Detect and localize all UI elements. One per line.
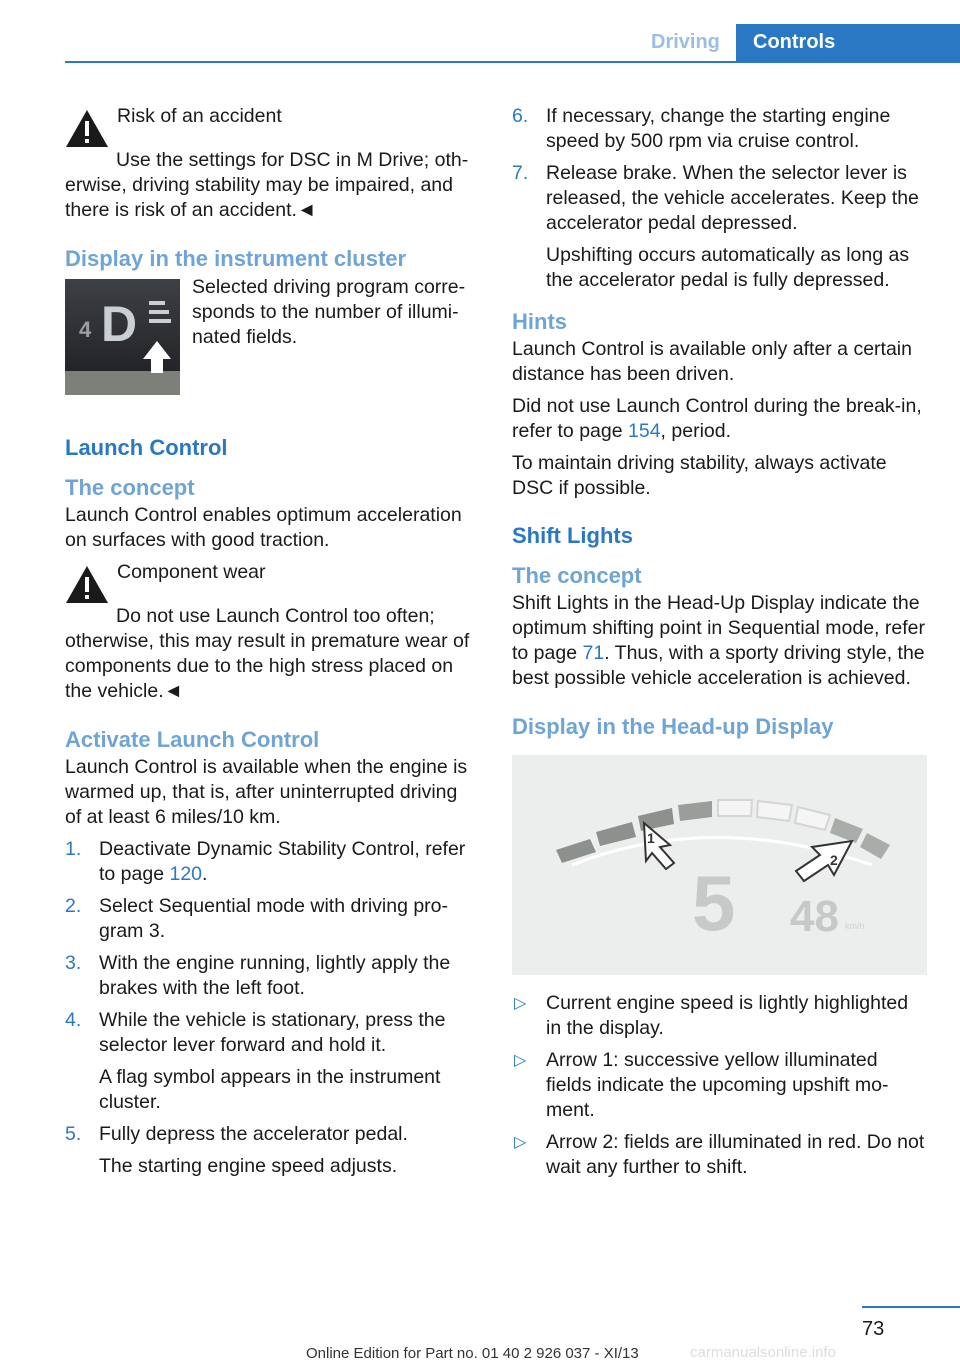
cluster-digit: 4 — [79, 317, 92, 342]
step-text: While the vehicle is stationary, press the selector lever forward and hold it. — [99, 1009, 446, 1056]
heading-display-cluster: Display in the instrument cluster — [65, 246, 407, 271]
hints-text-2: Did not use Launch Control during the break-in, refer to page 154, period. — [512, 395, 922, 442]
heading-shift-lights: Shift Lights — [512, 523, 633, 548]
right-column — [512, 104, 927, 1187]
hints-text-1: Launch Control is available only after a certain distance has been driven. — [512, 338, 912, 385]
step-number: 5. — [65, 1123, 82, 1145]
header-rule — [65, 61, 960, 63]
activate-intro: Launch Control is available when the engine is warmed up, that is, after uninterrupted driving of at least 6 miles/10 km. — [65, 756, 468, 828]
list-item — [65, 951, 479, 1001]
step-text: Release brake. When the selector lever is released, the vehicle accelerates. Keep the accelerator pedal depressed. — [546, 162, 919, 234]
step-number: 4. — [65, 1009, 82, 1031]
footer-watermark: carmanualsonline.info — [690, 1344, 836, 1361]
hud-bullet-list — [512, 991, 927, 1180]
page-link-154[interactable]: 154 — [628, 420, 661, 442]
heading-hud-display: Display in the Head-up Display — [512, 714, 834, 739]
step-number: 6. — [512, 105, 529, 127]
bullet-triangle-icon: ▷ — [514, 1134, 527, 1151]
instrument-cluster-image — [65, 279, 180, 395]
list-item: ▷ Arrow 2: fields are illuminated in red. Do not wait any further to shift. — [514, 1131, 925, 1178]
step-note: The starting engine speed adjusts. — [99, 1155, 398, 1177]
step-number: 2. — [65, 895, 82, 917]
warning-title: Risk of an accident — [117, 105, 282, 127]
list-item: ▷ Arrow 1: successive yellow illuminated fields indicate the upcoming upshift mo-ment. — [514, 1049, 889, 1121]
warning-component-wear — [65, 560, 479, 704]
heading-activate: Activate Launch Control — [65, 727, 320, 752]
step-note: Upshifting occurs automatically as long as the accelerator pedal is fully depressed. — [546, 244, 910, 291]
warning-text: otherwise, this may result in premature wear of components due to the high stress placed on the vehicle.◄ — [65, 630, 470, 702]
step-number: 1. — [65, 838, 82, 860]
launch-steps-continued — [512, 104, 927, 293]
warning-triangle-icon — [65, 564, 109, 604]
page-number: 73 — [862, 1318, 885, 1340]
hud-speed-unit: km/h — [845, 921, 865, 931]
warning-lead: Use the settings for DSC in M Drive; oth- — [116, 149, 469, 171]
warning-accident — [65, 104, 479, 223]
step-text: Select Sequential mode with driving pro-gram 3. — [99, 895, 449, 942]
footer-rule — [862, 1306, 960, 1308]
heading-launch-control: Launch Control — [65, 435, 228, 460]
head-up-display-image — [512, 755, 927, 975]
list-item — [65, 894, 479, 944]
warning-text: erwise, driving stability may be impaired, and there is risk of an accident.◄ — [65, 174, 454, 221]
step-note: A flag symbol appears in the instrument cluster. — [99, 1066, 441, 1113]
page-link-71[interactable]: 71 — [582, 642, 605, 664]
cluster-section — [65, 275, 479, 413]
heading-hints: Hints — [512, 309, 567, 334]
heading-concept: The concept — [512, 563, 642, 588]
hud-speed: 48 — [790, 892, 839, 941]
heading-concept: The concept — [65, 475, 195, 500]
header-tab-controls: Controls — [736, 24, 960, 62]
hints-text-3: To maintain driving stability, always activate DSC if possible. — [512, 452, 887, 499]
hud-arrow-1-label: 1 — [647, 830, 655, 846]
cluster-letter: D — [101, 296, 138, 352]
list-item — [65, 837, 479, 887]
step-number: 7. — [512, 162, 529, 184]
step-text: Fully depress the accelerator pedal. — [99, 1123, 408, 1145]
warning-lead: Do not use Launch Control too often; — [116, 605, 435, 627]
bullet-triangle-icon: ▷ — [514, 995, 527, 1012]
step-text: With the engine running, lightly apply the brakes with the left foot. — [99, 952, 451, 999]
header-tab-driving: Driving — [651, 31, 720, 53]
warning-triangle-icon — [65, 108, 109, 148]
list-item: ▷ Current engine speed is lightly highlighted in the display. — [514, 992, 909, 1039]
list-item — [512, 104, 927, 154]
list-item — [65, 1008, 479, 1115]
step-tail: . — [202, 863, 208, 885]
concept-text: Launch Control enables optimum acceleration on surfaces with good traction. — [65, 504, 462, 551]
cluster-text: Selected driving program corre-sponds to the number of illumi-nated fields. — [192, 276, 466, 348]
left-column — [65, 104, 479, 1186]
hud-gear: 5 — [692, 859, 736, 947]
page-link-120[interactable]: 120 — [169, 863, 203, 885]
step-number: 3. — [65, 952, 82, 974]
list-item — [65, 1122, 479, 1179]
step-text: Deactivate Dynamic Stability Control, refer to page — [99, 838, 466, 885]
shift-lights-text: Shift Lights in the Head-Up Display indicate the optimum shifting point in Sequential mode, refer to page 71. Thus, with a sporty driving style, the best possible vehicle acceleration is achieved. — [512, 592, 925, 689]
bullet-triangle-icon: ▷ — [514, 1052, 527, 1069]
hud-arrow-2-label: 2 — [830, 852, 838, 868]
step-text: If necessary, change the starting engine speed by 500 rpm via cruise control. — [546, 105, 891, 152]
launch-steps-list — [65, 837, 479, 1179]
footer-edition: Online Edition for Part no. 01 40 2 926 037 - XI/13 — [306, 1345, 639, 1362]
list-item — [512, 161, 927, 293]
warning-title: Component wear — [117, 561, 266, 583]
